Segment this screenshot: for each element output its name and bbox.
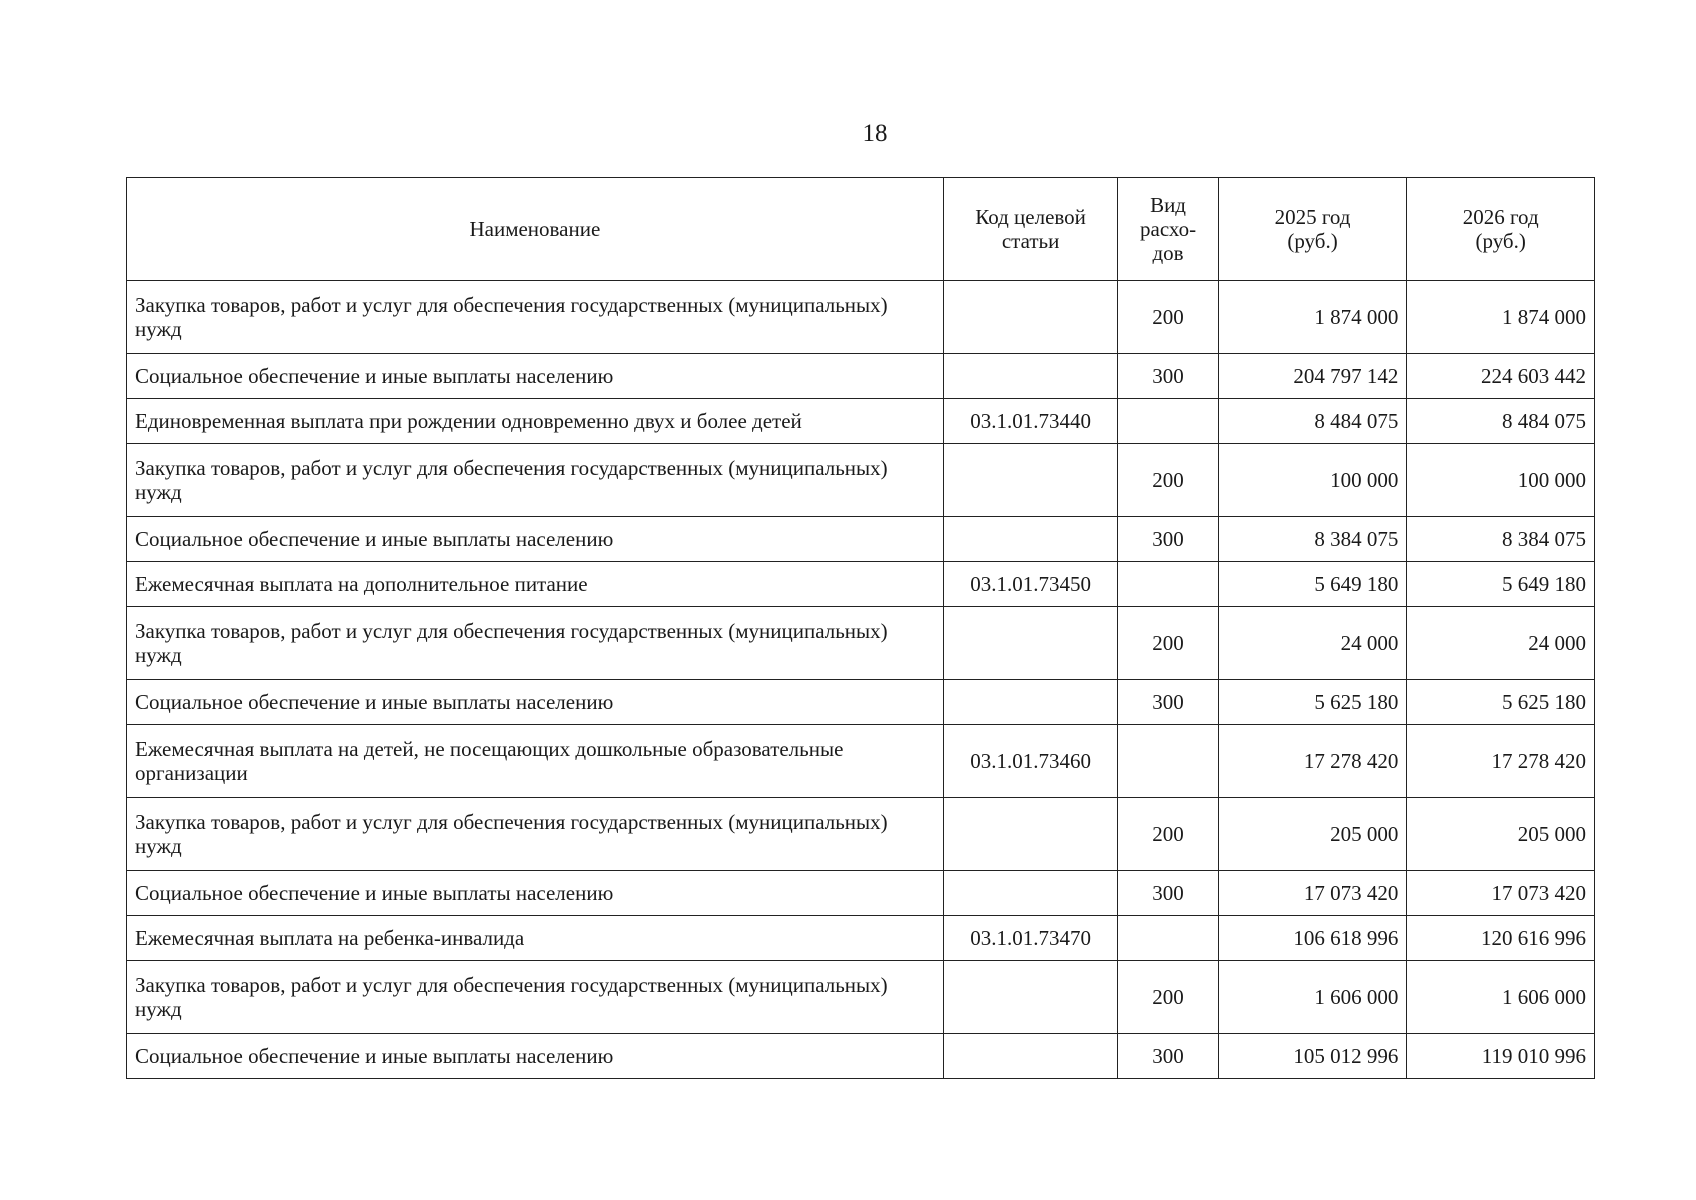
cell-name: Закупка товаров, работ и услуг для обеспечения государственных (муниципальных) нужд — [127, 798, 944, 871]
table-row — [127, 798, 1595, 871]
cell-name: Социальное обеспечение и иные выплаты населению — [127, 680, 944, 725]
cell-2025: 5 649 180 — [1218, 562, 1407, 607]
cell-2026: 8 484 075 — [1407, 399, 1595, 444]
cell-2025: 8 484 075 — [1218, 399, 1407, 444]
cell-code: 03.1.01.73450 — [943, 562, 1118, 607]
cell-code — [943, 354, 1118, 399]
cell-2026: 1 606 000 — [1407, 961, 1595, 1034]
cell-name: Ежемесячная выплата на дополнительное питание — [127, 562, 944, 607]
cell-expense-type — [1118, 916, 1218, 961]
cell-expense-type: 200 — [1118, 607, 1218, 680]
cell-expense-type: 200 — [1118, 798, 1218, 871]
cell-name: Закупка товаров, работ и услуг для обеспечения государственных (муниципальных) нужд — [127, 444, 944, 517]
header-year-2025: 2025 год (руб.) — [1218, 178, 1407, 281]
table-row — [127, 871, 1595, 916]
cell-expense-type: 300 — [1118, 354, 1218, 399]
cell-2025: 100 000 — [1218, 444, 1407, 517]
cell-name: Социальное обеспечение и иные выплаты населению — [127, 871, 944, 916]
cell-2025: 106 618 996 — [1218, 916, 1407, 961]
cell-name: Социальное обеспечение и иные выплаты населению — [127, 1034, 944, 1079]
cell-name: Закупка товаров, работ и услуг для обеспечения государственных (муниципальных) нужд — [127, 607, 944, 680]
cell-code — [943, 444, 1118, 517]
table-row — [127, 916, 1595, 961]
header-name: Наименование — [127, 178, 944, 281]
table-row — [127, 961, 1595, 1034]
cell-expense-type: 300 — [1118, 680, 1218, 725]
table-row — [127, 562, 1595, 607]
table-row — [127, 725, 1595, 798]
table-row — [127, 444, 1595, 517]
header-code: Код целевой статьи — [943, 178, 1118, 281]
page-number: 18 — [862, 120, 888, 147]
table-row — [127, 281, 1595, 354]
cell-name: Ежемесячная выплата на ребенка-инвалида — [127, 916, 944, 961]
cell-expense-type: 300 — [1118, 871, 1218, 916]
table-row — [127, 517, 1595, 562]
cell-name: Закупка товаров, работ и услуг для обеспечения государственных (муниципальных) нужд — [127, 961, 944, 1034]
cell-expense-type: 200 — [1118, 961, 1218, 1034]
cell-expense-type: 200 — [1118, 281, 1218, 354]
cell-code — [943, 680, 1118, 725]
cell-expense-type: 200 — [1118, 444, 1218, 517]
cell-name: Закупка товаров, работ и услуг для обеспечения государственных (муниципальных) нужд — [127, 281, 944, 354]
cell-2026: 100 000 — [1407, 444, 1595, 517]
cell-2025: 105 012 996 — [1218, 1034, 1407, 1079]
table-header — [127, 178, 1595, 281]
cell-name: Ежемесячная выплата на детей, не посещающих дошкольные образовательные организации — [127, 725, 944, 798]
cell-name: Социальное обеспечение и иные выплаты населению — [127, 354, 944, 399]
table-row — [127, 607, 1595, 680]
table-row — [127, 1034, 1595, 1079]
cell-code: 03.1.01.73470 — [943, 916, 1118, 961]
cell-code — [943, 517, 1118, 562]
cell-2026: 24 000 — [1407, 607, 1595, 680]
table-row — [127, 399, 1595, 444]
cell-2026: 120 616 996 — [1407, 916, 1595, 961]
cell-2026: 17 278 420 — [1407, 725, 1595, 798]
cell-expense-type — [1118, 399, 1218, 444]
cell-code — [943, 961, 1118, 1034]
cell-2025: 1 874 000 — [1218, 281, 1407, 354]
cell-2026: 5 625 180 — [1407, 680, 1595, 725]
cell-2026: 5 649 180 — [1407, 562, 1595, 607]
cell-2026: 224 603 442 — [1407, 354, 1595, 399]
cell-code — [943, 607, 1118, 680]
cell-code — [943, 1034, 1118, 1079]
cell-expense-type — [1118, 725, 1218, 798]
table-body — [127, 281, 1595, 1079]
cell-name: Единовременная выплата при рождении одновременно двух и более детей — [127, 399, 944, 444]
header-expense-type: Вид расхо- дов — [1118, 178, 1218, 281]
table-row — [127, 680, 1595, 725]
cell-2025: 8 384 075 — [1218, 517, 1407, 562]
budget-table — [126, 177, 1595, 1079]
cell-2025: 204 797 142 — [1218, 354, 1407, 399]
cell-2025: 5 625 180 — [1218, 680, 1407, 725]
cell-2026: 17 073 420 — [1407, 871, 1595, 916]
cell-2025: 17 073 420 — [1218, 871, 1407, 916]
cell-2025: 205 000 — [1218, 798, 1407, 871]
cell-code — [943, 871, 1118, 916]
cell-code: 03.1.01.73460 — [943, 725, 1118, 798]
cell-2025: 24 000 — [1218, 607, 1407, 680]
cell-code — [943, 281, 1118, 354]
cell-2026: 205 000 — [1407, 798, 1595, 871]
cell-2026: 8 384 075 — [1407, 517, 1595, 562]
table-row — [127, 354, 1595, 399]
header-year-2026: 2026 год (руб.) — [1407, 178, 1595, 281]
cell-2026: 1 874 000 — [1407, 281, 1595, 354]
header-row — [127, 178, 1595, 281]
cell-code — [943, 798, 1118, 871]
cell-2025: 17 278 420 — [1218, 725, 1407, 798]
cell-expense-type — [1118, 562, 1218, 607]
cell-expense-type: 300 — [1118, 517, 1218, 562]
cell-2025: 1 606 000 — [1218, 961, 1407, 1034]
cell-expense-type: 300 — [1118, 1034, 1218, 1079]
cell-2026: 119 010 996 — [1407, 1034, 1595, 1079]
cell-code: 03.1.01.73440 — [943, 399, 1118, 444]
cell-name: Социальное обеспечение и иные выплаты населению — [127, 517, 944, 562]
